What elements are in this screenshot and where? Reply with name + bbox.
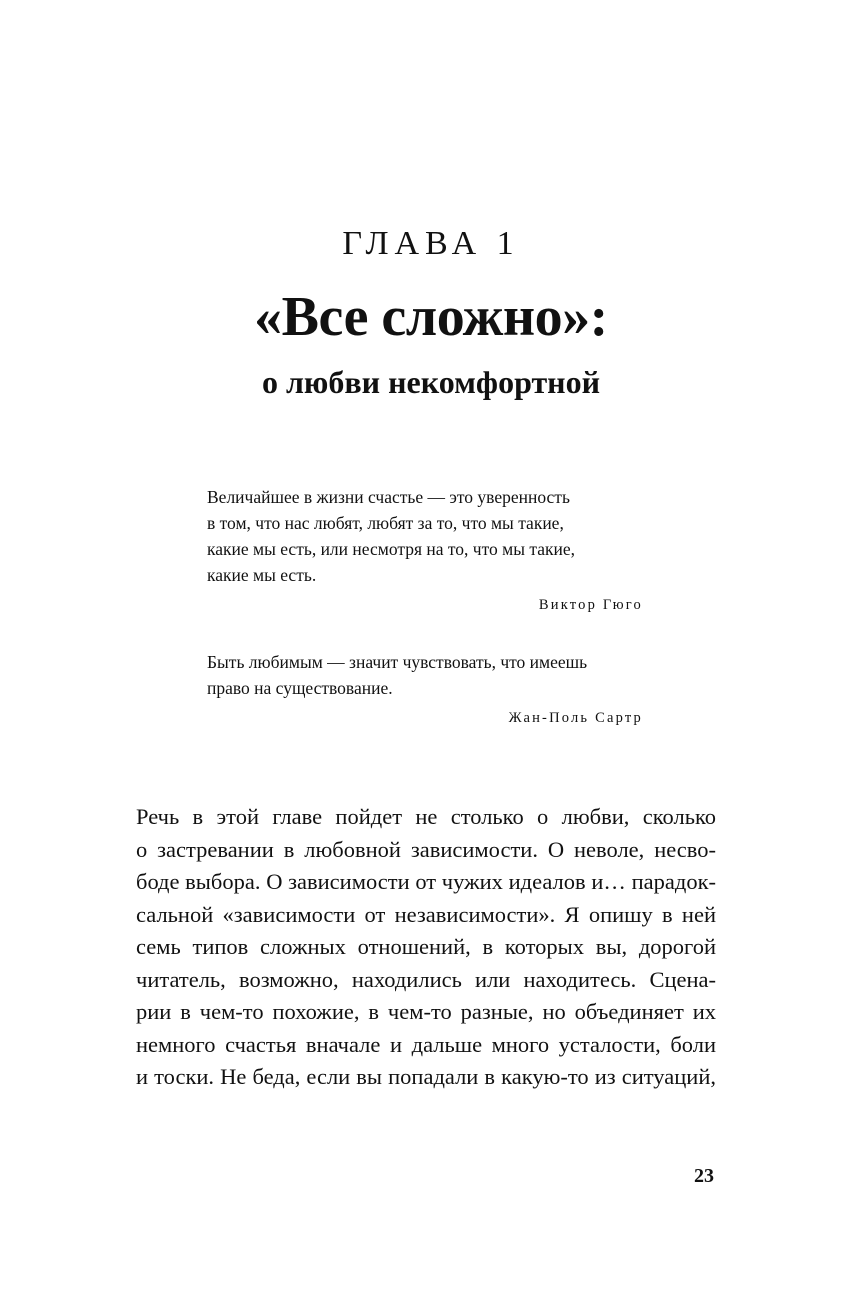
chapter-label: ГЛАВА 1 [342,225,520,262]
epigraph-line: право на существование. [207,678,393,698]
body-line: семь типов сложных отношений, в которых вы, дорогой [136,934,716,959]
epigraph-line: в том, что нас любят, любят за то, что мы такие, [207,513,564,533]
body-line: рии в чем-то похожие, в чем-то разные, но объединяет их [136,999,716,1024]
epigraph-author: Виктор Гюго [538,597,643,613]
chapter-title: «Все сложно»: [254,286,608,348]
epigraph-line: какие мы есть, или несмотря на то, что мы такие, [207,539,575,559]
chapter-subtitle: о любви некомфортной [261,364,601,400]
epigraph-line: Величайшее в жизни счастье — это уверенность [207,487,570,507]
epigraph-hugo [207,484,647,618]
body-line: и тоски. Не беда, если вы попадали в какую-то из ситуаций, [136,1064,716,1089]
body-line: о застревании в любовной зависимости. О неволе, несво- [136,836,716,862]
epigraph-line: Быть любимым — значит чувствовать, что имеешь [207,652,588,672]
body-line: читатель, возможно, находились или находитесь. Сцена- [136,966,716,992]
epigraph-line: какие мы есть. [207,565,317,585]
epigraph-author: Жан-Поль Сартр [508,710,643,726]
epigraph-sartre [207,649,647,731]
page-number: 23 [694,1165,714,1187]
body-line: немного счастья вначале и дальше много усталости, боли [136,1031,716,1057]
body-paragraph [136,801,716,1094]
body-line: сальной «зависимости от независимости». Я опишу в ней [136,901,716,927]
body-line: боде выбора. О зависимости от чужих идеалов и… парадок- [136,869,716,894]
body-line: Речь в этой главе пойдет не столько о любви, сколько [136,804,716,829]
